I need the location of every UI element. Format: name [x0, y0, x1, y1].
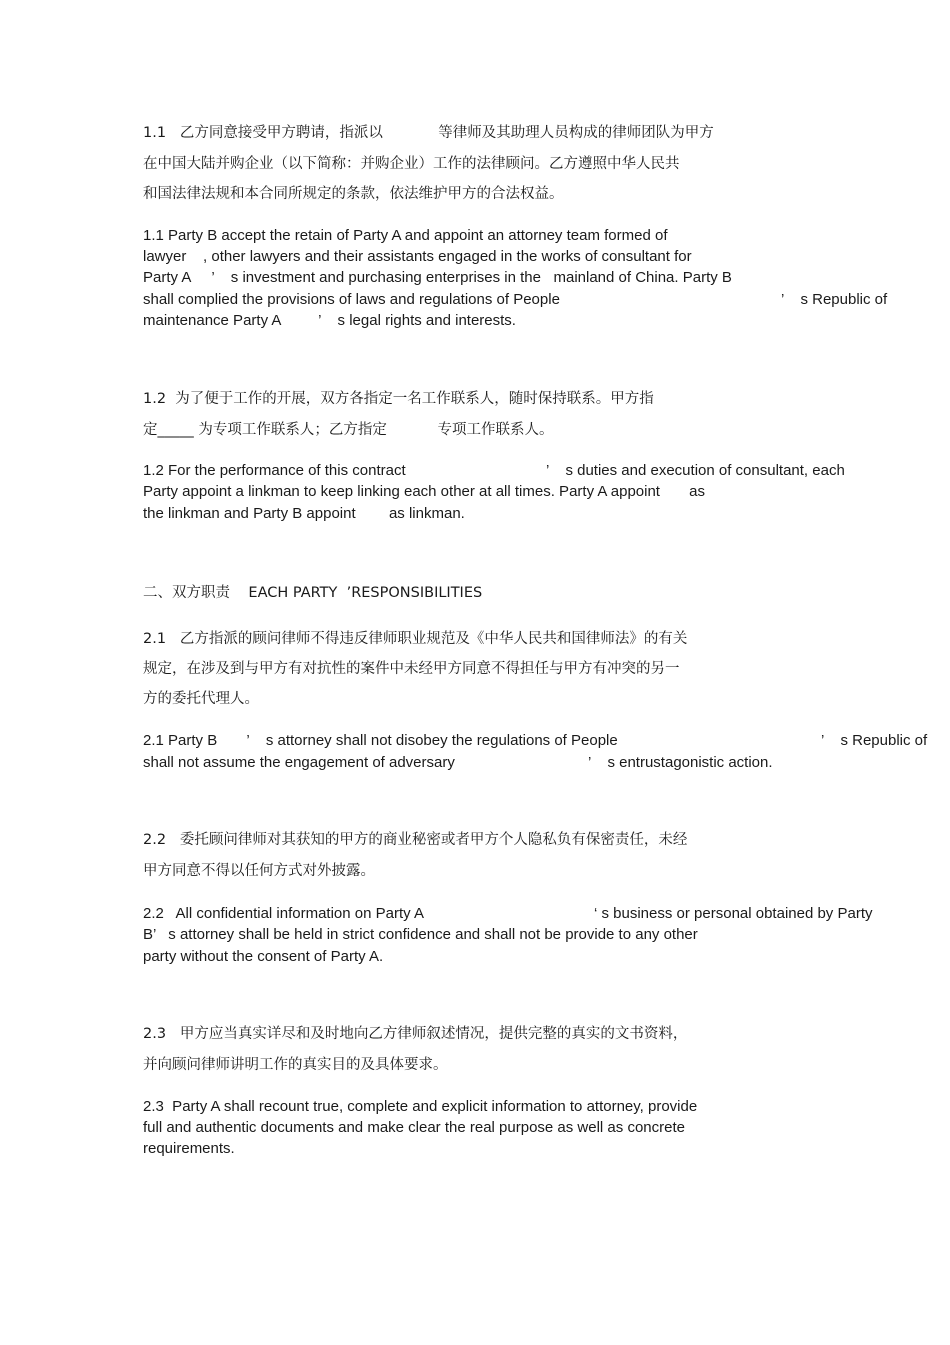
- clause-2-1-zh-line-3: 方的委托代理人。: [143, 691, 259, 707]
- section-2-heading: 二、双方职责 EACH PARTY ’RESPONSIBILITIES: [143, 585, 483, 601]
- clause-2-3-en-line-1: 2.3 Party A shall recount true, complete and explicit information to attorney, provide: [143, 1098, 698, 1115]
- clause-2-2-zh-line-1: 2.2 委托顾问律师对其获知的甲方的商业秘密或者甲方个人隐私负有保密责任，未经: [143, 832, 688, 848]
- clause-2-1-en-line-1b: ’ s Republic of: [821, 732, 928, 749]
- clause-2-1-en-line-1a: 2.1 Party B ’ s attorney shall not disobey the regulations of People: [143, 732, 618, 749]
- clause-1-2-en-line-2: Party appoint a linkman to keep linking each other at all times. Party A appoint as: [143, 483, 705, 500]
- clause-2-1-en-line-2a: shall not assume the engagement of adversary: [143, 754, 455, 771]
- clause-1-2-en-line-3: the linkman and Party B appoint as linkman.: [143, 505, 465, 522]
- clause-2-3-en-line-3: requirements.: [143, 1140, 235, 1157]
- clause-2-2-en-line-3: party without the consent of Party A.: [143, 948, 384, 965]
- clause-2-1-zh-line-1: 2.1 乙方指派的顾问律师不得违反律师职业规范及《中华人民共和国律师法》的有关: [143, 631, 688, 647]
- clause-1-1-en-line-4b: ’ s Republic of: [781, 291, 888, 308]
- clause-1-2-zh-line-1: 1.2 为了便于工作的开展，双方各指定一名工作联系人，随时保持联系。甲方指: [143, 391, 654, 407]
- clause-2-1-zh-line-2: 规定，在涉及到与甲方有对抗性的案件中未经甲方同意不得担任与甲方有冲突的另一: [143, 661, 680, 677]
- clause-1-1-zh-line-2: 在中国大陆并购企业（以下简称：并购企业）工作的法律顾问。乙方遵照中华人民共: [143, 156, 680, 172]
- clause-1-1-en-line-5: maintenance Party A ’ s legal rights and interests.: [143, 312, 516, 329]
- clause-2-3-en-line-2: full and authentic documents and make clear the real purpose as well as concrete: [143, 1119, 685, 1136]
- clause-2-3-zh-line-2: 并向顾问律师讲明工作的真实目的及具体要求。: [143, 1057, 448, 1073]
- clause-1-1-en-line-4a: shall complied the provisions of laws and regulations of People: [143, 291, 560, 308]
- clause-2-2-en-line-1b: ‘ s business or personal obtained by Party: [594, 905, 873, 922]
- clause-1-1-en-line-1: 1.1 Party B accept the retain of Party A and appoint an attorney team formed of: [143, 227, 668, 244]
- clause-2-2-en-line-1a: 2.2 All confidential information on Party A: [143, 905, 424, 922]
- clause-1-2-en-line-1b: ’ s duties and execution of consultant, each: [546, 462, 845, 479]
- clause-2-1-en-line-2b: ’ s entrustagonistic action.: [588, 754, 773, 771]
- clause-1-2-zh-line-2: 定_____ 为专项工作联系人；乙方指定 专项工作联系人。: [143, 422, 554, 438]
- clause-1-2-en-line-1a: 1.2 For the performance of this contract: [143, 462, 406, 479]
- clause-2-3-zh-line-1: 2.3 甲方应当真实详尽和及时地向乙方律师叙述情况，提供完整的真实的文书资料，: [143, 1026, 688, 1042]
- clause-1-1-en-line-2: lawyer , other lawyers and their assistants engaged in the works of consultant for: [143, 248, 692, 265]
- clause-1-1-en-line-3: Party A ’ s investment and purchasing enterprises in the mainland of China. Party B: [143, 269, 732, 286]
- clause-2-2-zh-line-2: 甲方同意不得以任何方式对外披露。: [143, 863, 375, 879]
- clause-1-1-zh-line-3: 和国法律法规和本合同所规定的条款，依法维护甲方的合法权益。: [143, 186, 564, 202]
- clause-1-1-zh-line-1: 1.1 乙方同意接受甲方聘请，指派以 等律师及其助理人员构成的律师团队为甲方: [143, 125, 714, 141]
- clause-2-2-en-line-2: B’ s attorney shall be held in strict confidence and shall not be provide to any other: [143, 926, 698, 943]
